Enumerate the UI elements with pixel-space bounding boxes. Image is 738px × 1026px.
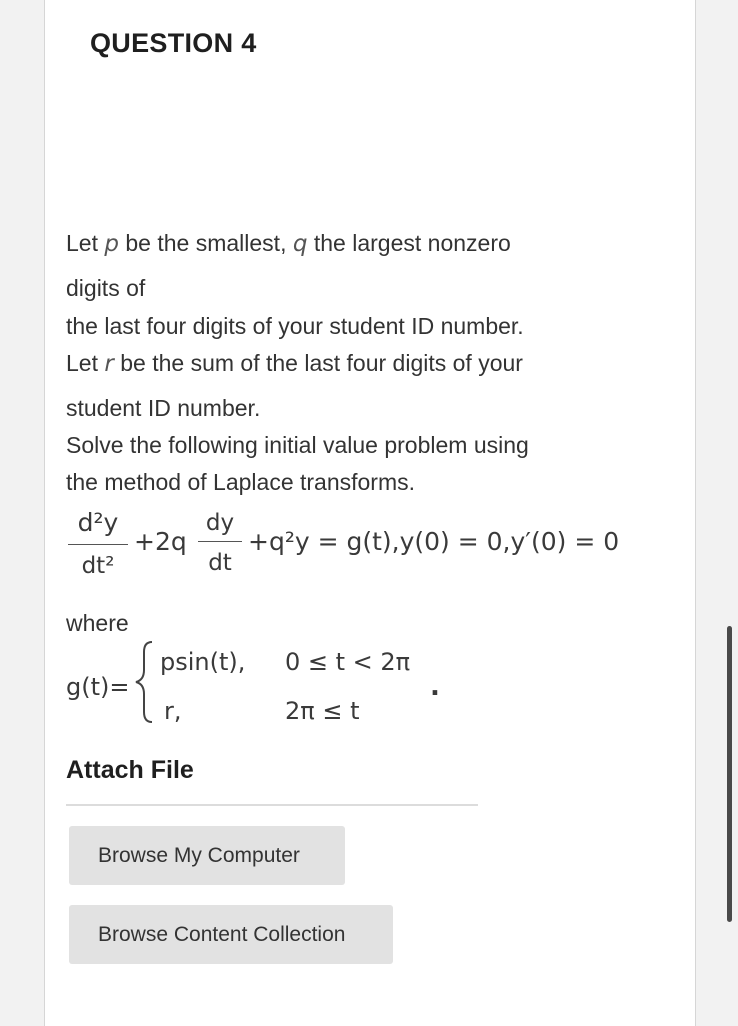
case1-expression: psin(t), [160, 648, 246, 676]
case2-expression: r, [164, 697, 182, 725]
where-label: where [66, 610, 129, 636]
browse-my-computer-button[interactable]: Browse My Computer [69, 826, 345, 885]
frac-dy-num: dy [205, 510, 235, 536]
var-r: r [104, 351, 114, 377]
equation-rest: +q²y = g(t),y(0) = 0,y′(0) = 0 [248, 527, 620, 556]
case1-condition: 0 ≤ t < 2π [285, 648, 411, 676]
piecewise-lhs: g(t)= [66, 673, 130, 701]
text-line-6: Solve the following initial value problem using [66, 432, 529, 458]
text-line-5: student ID number. [66, 395, 261, 421]
question-title: QUESTION 4 [90, 28, 257, 58]
frac-line-1 [68, 544, 128, 545]
browse-content-collection-button[interactable]: Browse Content Collection [69, 905, 393, 964]
frac-dy-den: dt [208, 550, 232, 576]
frac-line-2 [198, 541, 242, 542]
text-line-4: Let r be the sum of the last four digits of your [66, 350, 523, 377]
text-line-7: the method of Laplace transforms. [66, 469, 416, 495]
frac-d2y-den: dt² [81, 553, 115, 579]
left-brace-icon [132, 640, 158, 724]
scrollbar-thumb[interactable] [727, 626, 732, 922]
text-line-2: digits of [66, 275, 146, 301]
attach-divider [66, 804, 478, 806]
case2-condition: 2π ≤ t [285, 697, 360, 725]
text-line-3: the last four digits of your student ID number. [66, 313, 524, 339]
var-p: p [104, 231, 119, 257]
frac-d2y-num: d²y [77, 508, 119, 537]
var-q: q [292, 231, 308, 257]
term-2q: +2q [134, 527, 187, 556]
text-line-1: Let p be the smallest, q the largest nonzero [66, 230, 511, 257]
attach-file-heading: Attach File [66, 756, 194, 784]
piecewise-period: . [430, 672, 440, 702]
